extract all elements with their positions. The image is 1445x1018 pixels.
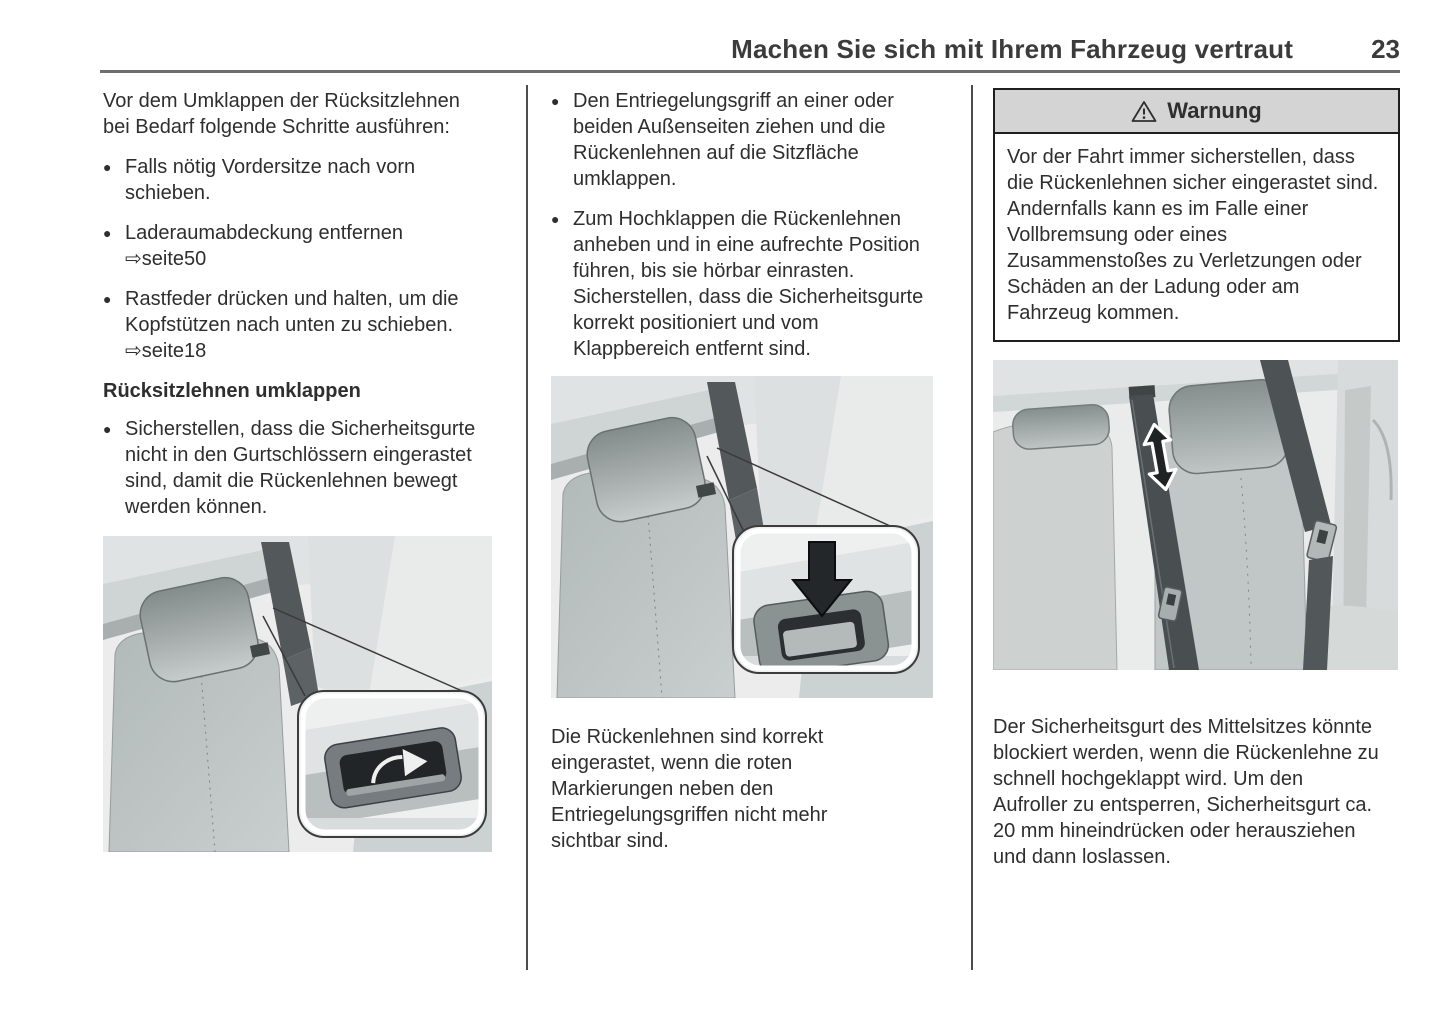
steps-list <box>103 154 501 364</box>
section-heading: Rücksitzlehnen umklappen <box>103 380 361 402</box>
list-item <box>103 286 487 364</box>
column-left <box>103 88 501 852</box>
list-item-text: Laderaumabdeckung entfernen <box>125 222 403 244</box>
warning-body: Vor der Fahrt immer sicherstellen, dass die Rückenlehnen sicher eingerastet sind. Andernfalls kann es im Falle einer Vollbremsung oder eines Zusammenstoßes zu Verletzungen oder Schäden an der Ladung oder am Fahrzeug kommen. <box>1007 146 1379 324</box>
list-item <box>103 416 487 520</box>
list-item-text: Zum Hochklappen die Rückenlehnen anheben und in eine aufrechte Position führen, bis sie hörbar einrasten. Sicherstellen, dass die Sicherheitsgurte korrekt positioniert und vom Klappbereich entfernt sind. <box>573 208 924 360</box>
belt-unlock-paragraph: Der Sicherheitsgurt des Mittelsitzes könnte blockiert werden, wenn die Rückenlehne zu schnell hochgeklappt wird. Um den Aufroller zu entsperren, Sicherheitsgurt ca. 20 mm hineindrücken oder herausziehen und dann loslassen. <box>993 716 1379 868</box>
figure-centre-belt-unlock <box>993 360 1400 670</box>
column-right <box>993 88 1400 870</box>
page-title: Machen Sie sich mit Ihrem Fahrzeug vertraut <box>731 34 1294 64</box>
warning-triangle-icon <box>1131 100 1157 123</box>
list-item-text: Falls nötig Vordersitze nach vorn schieben. <box>125 156 416 204</box>
page-reference: ⇨seite50 <box>125 248 207 270</box>
rear-seat-fold-illustration <box>103 536 492 852</box>
page-reference: ⇨seite18 <box>125 340 207 362</box>
column-middle <box>551 88 951 854</box>
list-item <box>551 206 925 362</box>
header-rule <box>100 70 1400 73</box>
warning-title: Warnung <box>1167 98 1262 123</box>
steps-list <box>551 88 951 362</box>
steps-list <box>103 416 501 520</box>
figure-backrest-raise-release <box>551 376 951 698</box>
centre-seat-belt-illustration <box>993 360 1398 670</box>
page-number: 23 <box>1371 34 1400 64</box>
rear-seat-raise-illustration <box>551 376 933 698</box>
list-item-text: Den Entriegelungsgriff an einer oder beiden Außenseiten ziehen und die Rückenlehnen auf die Sitzfläche umklappen. <box>573 90 894 190</box>
list-item-text: Rastfeder drücken und halten, um die Kopfstützen nach unten zu schieben. <box>125 288 459 336</box>
list-item <box>551 88 925 192</box>
figure-backrest-fold-release <box>103 536 501 852</box>
list-item <box>103 154 487 206</box>
figure-caption-paragraph: Die Rückenlehnen sind korrekt eingerastet, wenn die roten Markierungen neben den Entriegelungsgriffen nicht mehr sichtbar sind. <box>551 726 828 852</box>
warning-header <box>995 90 1398 134</box>
warning-box <box>993 88 1400 342</box>
column-divider <box>526 85 528 970</box>
list-item-text: Sicherstellen, dass die Sicherheitsgurte nicht in den Gurtschlössern eingerastet sind, damit die Rückenlehnen bewegt werden können. <box>125 418 476 518</box>
list-item <box>103 220 487 272</box>
page-header <box>100 34 1400 73</box>
column-divider <box>971 85 973 970</box>
intro-paragraph: Vor dem Umklappen der Rücksitzlehnen bei Bedarf folgende Schritte ausführen: <box>103 90 460 138</box>
